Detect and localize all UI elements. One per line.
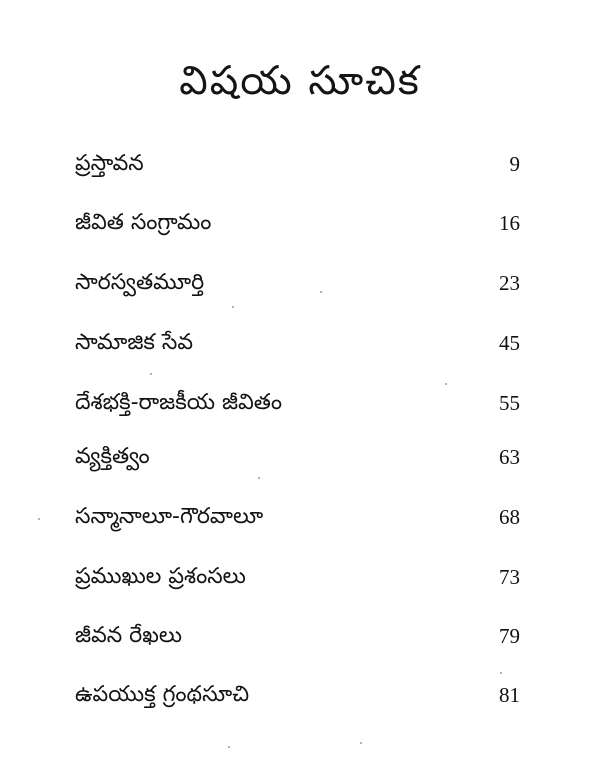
scan-speck bbox=[258, 477, 260, 479]
toc-entry[interactable] bbox=[75, 616, 520, 656]
toc-entry-page-number: 68 bbox=[499, 505, 520, 529]
toc-entry-page-number: 45 bbox=[499, 331, 520, 355]
toc-entry-title: జీవిత సంగ్రామం bbox=[75, 210, 212, 235]
toc-entry-page-number: 63 bbox=[499, 445, 520, 469]
toc-entry-title: సామాజిక సేవ bbox=[75, 330, 193, 355]
toc-entry[interactable] bbox=[75, 437, 520, 477]
scan-speck bbox=[445, 383, 447, 385]
scan-speck bbox=[228, 746, 230, 748]
toc-entry[interactable] bbox=[75, 557, 520, 597]
toc-entry-page-number: 81 bbox=[499, 683, 520, 707]
toc-entry[interactable] bbox=[75, 497, 520, 537]
toc-entry-page-number: 23 bbox=[499, 271, 520, 295]
scan-speck bbox=[500, 672, 502, 674]
toc-entry-page-number: 79 bbox=[499, 624, 520, 648]
toc-entry-title: సారస్వతమూర్తి bbox=[75, 270, 205, 295]
toc-entry-title: వ్యక్తిత్వం bbox=[75, 444, 150, 469]
toc-entry-page-number: 73 bbox=[499, 565, 520, 589]
toc-entry-title: సన్మానాలూ-గౌరవాలూ bbox=[75, 504, 264, 529]
page-title: విషయ సూచిక bbox=[179, 58, 421, 104]
toc-entry[interactable] bbox=[75, 144, 520, 184]
toc-entry-title: ప్రస్తావన bbox=[75, 151, 144, 176]
toc-entry[interactable] bbox=[75, 383, 520, 423]
toc-entry-title: దేశభక్తి-రాజకీయ జీవితం bbox=[75, 390, 283, 415]
scan-speck bbox=[150, 373, 152, 375]
scan-speck bbox=[232, 306, 234, 308]
toc-entry-page-number: 55 bbox=[499, 391, 520, 415]
toc-entry[interactable] bbox=[75, 203, 520, 243]
toc-entry-title: ఉపయుక్త గ్రంథసూచి bbox=[75, 682, 250, 707]
toc-entry[interactable] bbox=[75, 675, 520, 715]
toc-entry-title: జీవన రేఖలు bbox=[75, 623, 183, 648]
toc-entry[interactable] bbox=[75, 263, 520, 303]
scan-speck bbox=[320, 291, 322, 293]
toc-entry[interactable] bbox=[75, 323, 520, 363]
toc-entry-page-number: 9 bbox=[509, 152, 520, 176]
toc-entry-title: ప్రముఖుల ప్రశంసలు bbox=[75, 564, 246, 589]
scan-speck bbox=[38, 518, 40, 520]
scan-speck bbox=[360, 742, 362, 744]
toc-entry-page-number: 16 bbox=[499, 211, 520, 235]
